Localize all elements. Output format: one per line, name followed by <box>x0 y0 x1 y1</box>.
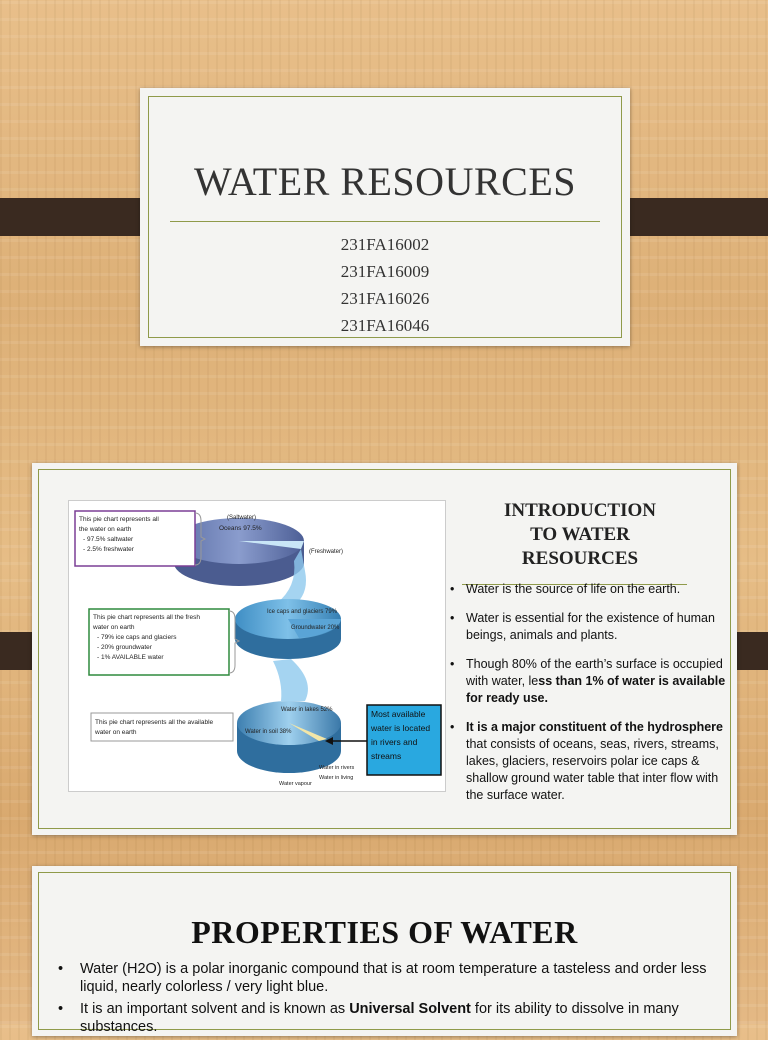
pie3-label-a: Water in lakes 52% <box>281 707 333 713</box>
pie2-label-b: Groundwater 20% <box>291 625 340 631</box>
student-id: 231FA16002 <box>340 235 430 254</box>
section-heading: PROPERTIES OF WATER <box>191 914 578 950</box>
list-item: • Though 80% of the earth’s surface is occupied with water, less than 1% of water is available for ready use. <box>450 656 732 707</box>
pie3-label-b: Water in soil 38% <box>245 729 292 735</box>
water-distribution-figure <box>68 500 446 792</box>
list-item: • It is an important solvent and is known as Universal Solvent for its ability to dissolve in many substances. <box>56 1000 726 1036</box>
pie2-label-a: Ice caps and glaciers 79% <box>267 609 338 615</box>
slide-introduction <box>32 463 737 835</box>
info-box-3 <box>91 713 233 741</box>
pie1-label-main: Oceans 97.5% <box>219 525 262 532</box>
info-box-1-text: This pie chart represents all the water on earth - 97.5% saltwater - 2.5% freshwater <box>79 516 159 553</box>
callout-text: Most available water is located in rivers and streams <box>371 709 431 761</box>
water-pie-diagram <box>69 501 445 791</box>
student-id: 231FA16026 <box>340 289 430 308</box>
student-id: 231FA16046 <box>340 316 430 335</box>
list-item: • Water is essential for the existence of human beings, animals and plants. <box>450 610 732 644</box>
page-title: WATER RESOURCES <box>194 159 576 204</box>
pie1-label-side: (Freshwater) <box>309 549 344 555</box>
intro-bullet-list <box>450 581 732 816</box>
funnel-2 <box>273 659 308 701</box>
pie3-label-d: Water in rivers <box>319 765 355 771</box>
slide-title <box>140 88 630 346</box>
title-divider <box>170 221 600 222</box>
pie3-label-c: Water vapour <box>279 781 312 787</box>
decor-bar-right-1 <box>613 198 768 236</box>
section-heading: INTRODUCTION TO WATER RESOURCES <box>503 500 657 569</box>
decor-bar-left-1 <box>0 198 155 236</box>
properties-bullet-list <box>56 960 726 1040</box>
list-item: • It is a major constituent of the hydrosphere that consists of oceans, seas, rivers, streams, lakes, glaciers, reservoirs polar ice caps & shallow ground water table that inter flow with the surface water. <box>450 719 732 804</box>
list-item: • Water is the source of life on the earth. <box>450 581 732 598</box>
student-id: 231FA16009 <box>340 262 430 281</box>
pie1-label-top: (Saltwater) <box>227 515 257 521</box>
info-box-2-text: This pie chart represents all the fresh water on earth - 79% ice caps and glaciers - 20% groundwater - 1% AVAILABLE water <box>93 614 200 661</box>
student-id-list <box>140 231 630 339</box>
list-item: • Water (H2O) is a polar inorganic compound that is at room temperature a tasteless and order less liquid, nearly colorless / very light blue. <box>56 960 726 996</box>
info-box-3-text: This pie chart represents all the available water on earth <box>95 719 214 736</box>
pie3-label-e: Water in living <box>319 775 354 781</box>
slide-properties <box>32 866 737 1036</box>
